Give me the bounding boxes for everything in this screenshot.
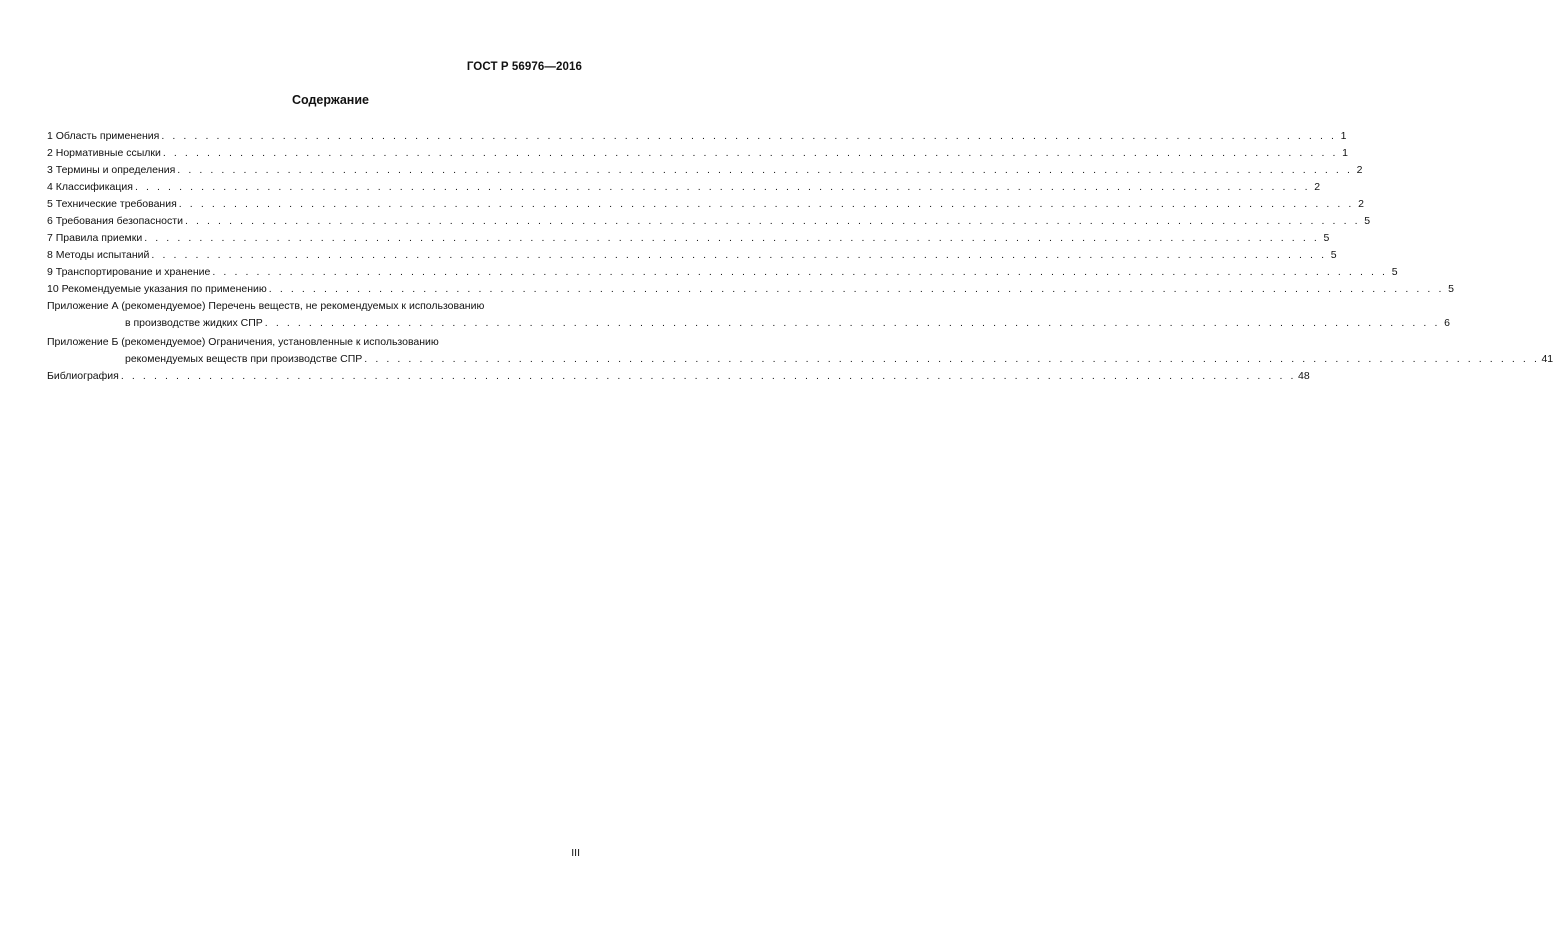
toc-entry-label: 10 Рекомендуемые указания по применению	[47, 283, 267, 295]
toc-leader: . . . . . . . . . . . . . . . . . . . . . . . . . . . . . . . . . . . . . . . . . . . . . . . . . . . . . . . . . . . . . . . . . . . . . . . . . . . . . . . . . . . . . . . . . . . . . . . . . . . . . . . . . . .	[184, 215, 1361, 227]
toc-leader: . . . . . . . . . . . . . . . . . . . . . . . . . . . . . . . . . . . . . . . . . . . . . . . . . . . . . . . . . . . . . . . . . . . . . . . . . . . . . . . . . . . . . . . . . . . . . . . . . . . . . . . . . . .	[268, 283, 1444, 295]
toc-entry[interactable]	[47, 281, 1454, 298]
toc-appendix-b-line2: рекомендуемых веществ при производстве СПР	[125, 353, 363, 365]
toc-entry[interactable]	[47, 264, 1398, 281]
toc-leader: . . . . . . . . . . . . . . . . . . . . . . . . . . . . . . . . . . . . . . . . . . . . . . . . . . . . . . . . . . . . . . . . . . . . . . . . . . . . . . . . . . . . . . . . . . . . . . . . . . . . . . . . . . .	[144, 232, 1320, 244]
toc-entry-page: 1	[1340, 130, 1347, 142]
toc-leader: . . . . . . . . . . . . . . . . . . . . . . . . . . . . . . . . . . . . . . . . . . . . . . . . . . . . . . . . . . . . . . . . . . . . . . . . . . . . . . . . . . . . . . . . . . . . . . . . . . . . . . . . . . .	[161, 130, 1337, 142]
toc-appendix-b[interactable]	[47, 334, 1553, 368]
table-of-contents	[47, 128, 1553, 385]
page-number: III	[571, 847, 580, 859]
toc-entry[interactable]	[47, 247, 1337, 264]
toc-entry-label: 5 Технические требования	[47, 198, 177, 210]
toc-bibliography[interactable]	[47, 368, 1310, 385]
toc-entry-label: 8 Методы испытаний	[47, 249, 150, 261]
toc-leader: . . . . . . . . . . . . . . . . . . . . . . . . . . . . . . . . . . . . . . . . . . . . . . . . . . . . . . . . . . . . . . . . . . . . . . . . . . . . . . . . . . . . . . . . . . . . . . . . . . . . . . . . . . .	[212, 266, 1388, 278]
toc-entry-label: 4 Классификация	[47, 181, 133, 193]
toc-entry-label: 7 Правила приемки	[47, 232, 143, 244]
toc-leader: . . . . . . . . . . . . . . . . . . . . . . . . . . . . . . . . . . . . . . . . . . . . . . . . . . . . . . . . . . . . . . . . . . . . . . . . . . . . . . . . . . . . . . . . . . . . . . . . . . . . . . . . . . .	[134, 181, 1311, 193]
toc-appendix-b-page: 41	[1541, 353, 1553, 365]
document-code: ГОСТ Р 56976—2016	[466, 61, 582, 73]
toc-entry-page: 2	[1358, 198, 1364, 210]
toc-leader: . . . . . . . . . . . . . . . . . . . . . . . . . . . . . . . . . . . . . . . . . . . . . . . . . . . . . . . . . . . . . . . . . . . . . . . . . . . . . . . . . . . . . . . . . . . . . . . . . . . . . . . . . . .	[162, 147, 1339, 159]
toc-title: Содержание	[291, 93, 369, 107]
toc-bibliography-label: Библиография	[47, 370, 119, 382]
toc-leader: . . . . . . . . . . . . . . . . . . . . . . . . . . . . . . . . . . . . . . . . . . . . . . . . . . . . . . . . . . . . . . . . . . . . . . . . . . . . . . . . . . . . . . . . . . . . . . . . . . . . . . . . . . .	[264, 317, 1440, 329]
toc-leader: . . . . . . . . . . . . . . . . . . . . . . . . . . . . . . . . . . . . . . . . . . . . . . . . . . . . . . . . . . . . . . . . . . . . . . . . . . . . . . . . . . . . . . . . . . . . . . . . . . . . . . . . . . .	[151, 249, 1327, 261]
toc-leader: . . . . . . . . . . . . . . . . . . . . . . . . . . . . . . . . . . . . . . . . . . . . . . . . . . . . . . . . . . . . . . . . . . . . . . . . . . . . . . . . . . . . . . . . . . . . . . . . . . . . . . . . . . .	[178, 198, 1354, 210]
toc-entry-page: 5	[1448, 283, 1454, 295]
toc-entry-page: 5	[1323, 232, 1330, 244]
toc-leader: . . . . . . . . . . . . . . . . . . . . . . . . . . . . . . . . . . . . . . . . . . . . . . . . . . . . . . . . . . . . . . . . . . . . . . . . . . . . . . . . . . . . . . . . . . . . . . . . . . . . . . . . . . .	[120, 370, 1297, 382]
toc-entry[interactable]	[47, 196, 1364, 213]
toc-leader: . . . . . . . . . . . . . . . . . . . . . . . . . . . . . . . . . . . . . . . . . . . . . . . . . . . . . . . . . . . . . . . . . . . . . . . . . . . . . . . . . . . . . . . . . . . . . . . . . . . . . . . . . . .	[364, 353, 1540, 365]
toc-entry-page: 1	[1342, 147, 1349, 159]
toc-entry-page: 5	[1364, 215, 1371, 227]
toc-appendix-a-line2: в производстве жидких СПР	[125, 317, 263, 329]
toc-bibliography-page: 48	[1298, 370, 1310, 382]
toc-entry-label: 3 Термины и определения	[47, 164, 176, 176]
toc-appendix-a[interactable]	[47, 298, 1450, 332]
toc-entry-page: 2	[1314, 181, 1321, 193]
toc-entry[interactable]	[47, 179, 1321, 196]
toc-entry-page: 5	[1330, 249, 1337, 261]
toc-entry-page: 2	[1356, 164, 1363, 176]
toc-entry[interactable]	[47, 162, 1363, 179]
toc-entry-label: 6 Требования безопасности	[47, 215, 183, 227]
toc-appendix-b-line1: Приложение Б (рекомендуемое) Ограничения, установленные к использованию	[47, 336, 439, 348]
toc-entry-label: 1 Область применения	[47, 130, 160, 142]
toc-entry-page: 5	[1391, 266, 1398, 278]
toc-entry-label: 2 Нормативные ссылки	[47, 147, 161, 159]
toc-entry[interactable]	[47, 145, 1349, 162]
toc-entry[interactable]	[47, 213, 1371, 230]
toc-entries	[47, 128, 1454, 298]
toc-appendix-a-page: 6	[1444, 317, 1450, 329]
toc-appendix-a-line1: Приложение А (рекомендуемое) Перечень веществ, не рекомендуемых к использованию	[47, 300, 485, 312]
toc-leader: . . . . . . . . . . . . . . . . . . . . . . . . . . . . . . . . . . . . . . . . . . . . . . . . . . . . . . . . . . . . . . . . . . . . . . . . . . . . . . . . . . . . . . . . . . . . . . . . . . . . . . . . . . .	[177, 164, 1353, 176]
toc-entry-label: 9 Транспортирование и хранение	[47, 266, 211, 278]
toc-entry[interactable]	[47, 128, 1347, 145]
toc-entry[interactable]	[47, 230, 1330, 247]
